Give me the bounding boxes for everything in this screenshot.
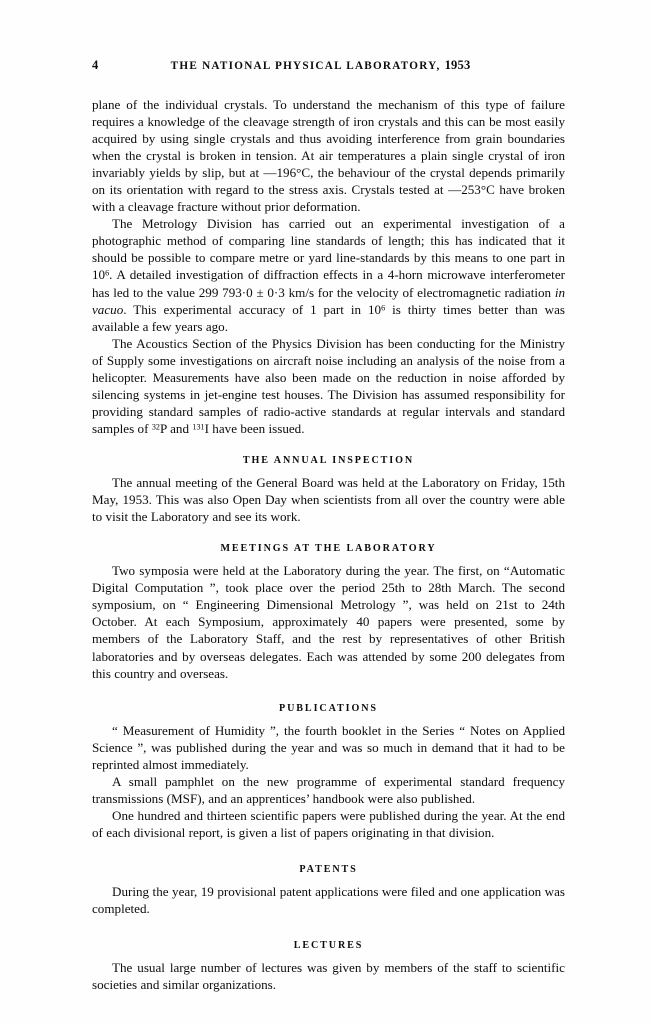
section-heading-publications: PUBLICATIONS [279,702,378,714]
paragraph-acoustics [92,335,565,437]
paragraph-publications-3: One hundred and thirteen scientific papers were published during the year. At the end of each divisional report, is given a list of papers originating in that division. [92,807,565,840]
section-heading-lectures: LECTURES [293,940,364,952]
paragraph-annual-inspection: The annual meeting of the General Board was held at the Laboratory on Friday, 15th May, 1953. This was also Open Day when scientists from all over the country were able to visit the Laboratory and see its work. [92,475,565,525]
running-head-title [98,58,565,73]
spacer [92,682,565,704]
paragraph-publications-2: A small pamphlet on the new programme of experimental standard frequency transmissions (MSF), and an apprentices’ handbook were also published. [92,773,565,806]
metrology-exponent-2: 6 [381,303,386,313]
spacer [92,554,565,562]
spacer [92,437,565,456]
spacer [92,917,565,941]
spacer [92,714,565,722]
metrology-text-4: is thirty times better than was available a few years ago. [92,301,566,334]
acoustics-text-2: P and [159,420,193,436]
running-head-text: THE NATIONAL PHYSICAL LABORATORY, [170,60,441,72]
spacer [92,875,565,883]
section-heading-annual-inspection: THE ANNUAL INSPECTION [242,454,415,466]
page-body [92,96,565,993]
metrology-text-3: . This experimental accuracy of 1 part in 10 [123,301,382,317]
paragraph-crystals: plane of the individual crystals. To understand the mechanism of this type of failure requires a knowledge of the cleavage strength of iron crystals and this can be most easily acquired by using single crystals and thus avoiding interference from grain boundaries when the crystal is broken in tension. At air temperatures a plain single crystal of iron invariably yields by slip, but at —196°C, the behaviour of the crystal depends primarily on its orientation with regard to the stress axis. Crystals tested at —253°C have broken with a cleavage fracture without prior deformation. [92,97,565,215]
paragraph-patents: During the year, 19 provisional patent applications were filed and one application was completed. [92,884,565,917]
acoustics-text-3: I have been issued. [204,420,305,436]
running-head-year: 1953 [444,58,471,72]
spacer [92,841,565,865]
page-number: 4 [92,58,99,72]
spacer [92,951,565,959]
running-head [92,58,565,73]
section-heading-patents: PATENTS [299,864,358,876]
metrology-text-1: The Metrology Division has carried out an experimental investigation of a photographic method of comparing line standards of length; this has indicated that it should be possible to compare metre or yard line-standards by this means to one part in 10 [92,216,565,283]
metrology-text-2: . A detailed investigation of diffraction effects in a 4-horn microwave interferometer has led to the value 299 793·0 ± 0·3 km/s for the velocity of electromagnetic radiation [92,267,565,300]
metrology-exponent-1: 6 [105,269,110,279]
spacer [92,466,565,474]
paragraph-meetings: Two symposia were held at the Laboratory during the year. The first, on “Automatic Digital Computation ”, took place over the period 25th to 28th March. The second symposium, on “ Engineering Dimensional Metrology ”, was held on 21st to 24th October. At each Symposium, approximately 40 papers were presented, some by members of the Laboratory Staff, and the rest by representatives of other British laboratories and by overseas delegates. Each was attended by some 200 delegates from this country and overseas. [92,563,565,681]
paragraph-publications-1: “ Measurement of Humidity ”, the fourth booklet in the Series “ Notes on Applied Science ”, was published during the year and was so much in demand that it had to be reprinted almost immediately. [92,722,565,772]
paragraph-metrology [92,215,565,334]
isotope-mass-number-phosphorus: 32 [151,422,160,432]
acoustics-text-1: The Acoustics Section of the Physics Division has been conducting for the Ministry of Supply some investigations on aircraft noise including an analysis of the noise from a helicopter. Measurements have also been made on the reduction in noise afforded by silencing systems in jet-engine test houses. The Division has assumed responsibility for providing standard samples of radio-active standards at regular intervals and standard samples of [92,335,565,436]
spacer [92,525,565,544]
paragraph-lectures: The usual large number of lectures was given by members of the staff to scientific societies and similar organizations. [92,960,565,993]
isotope-mass-number-iodine: 131 [192,422,205,432]
section-heading-meetings: MEETINGS AT THE LABORATORY [220,543,437,555]
metrology-latin-phrase: in vacuo [92,284,565,317]
